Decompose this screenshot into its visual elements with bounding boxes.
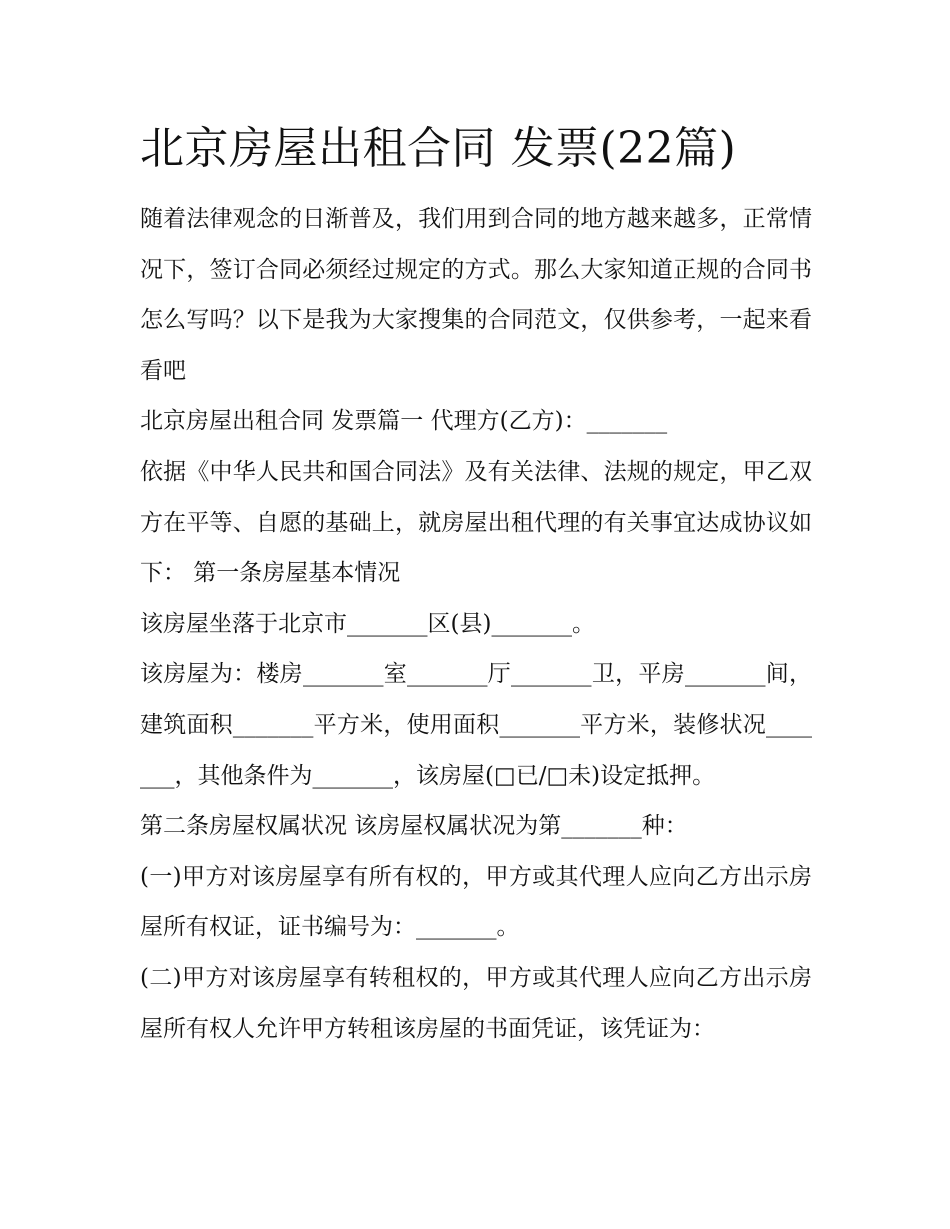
ownership-heading-paragraph: 第二条房屋权属状况 该房屋权属状况为第_______种： <box>140 813 688 840</box>
property-details-paragraph: 该房屋为：楼房_______室_______厅_______卫，平房_______间，建筑面积_______平方米，使用面积_______平方米，装修状况_______，其他条件为_______，该房屋(□已/□未)设定抵押。 <box>140 661 812 789</box>
section-heading-agent: 北京房屋出租合同 发票篇一 代理方(乙方)：_______ <box>140 408 668 435</box>
ownership-clause-one: (一)甲方对该房屋享有所有权的，甲方或其代理人应向乙方出示房屋所有权证，证书编号为：_______。 <box>140 863 812 941</box>
document-page <box>140 118 812 1054</box>
property-location-paragraph: 该房屋坐落于北京市_______区(县)_______。 <box>140 610 595 637</box>
document-title: 北京房屋出租合同 发票(22篇) <box>140 123 737 174</box>
intro-paragraph: 随着法律观念的日渐普及，我们用到合同的地方越来越多，正常情况下，签订合同必须经过规定的方式。那么大家知道正规的合同书怎么写吗？以下是我为大家搜集的合同范文，仅供参考，一起来看看吧 <box>140 206 812 384</box>
legal-basis-paragraph: 依据《中华人民共和国合同法》及有关法律、法规的规定，甲乙双方在平等、自愿的基础上，就房屋出租代理的有关事宜达成协议如下： 第一条房屋基本情况 <box>140 458 812 587</box>
ownership-clause-two: (二)甲方对该房屋享有转租权的，甲方或其代理人应向乙方出示房屋所有权人允许甲方转租该房屋的书面凭证，该凭证为： <box>140 964 812 1042</box>
